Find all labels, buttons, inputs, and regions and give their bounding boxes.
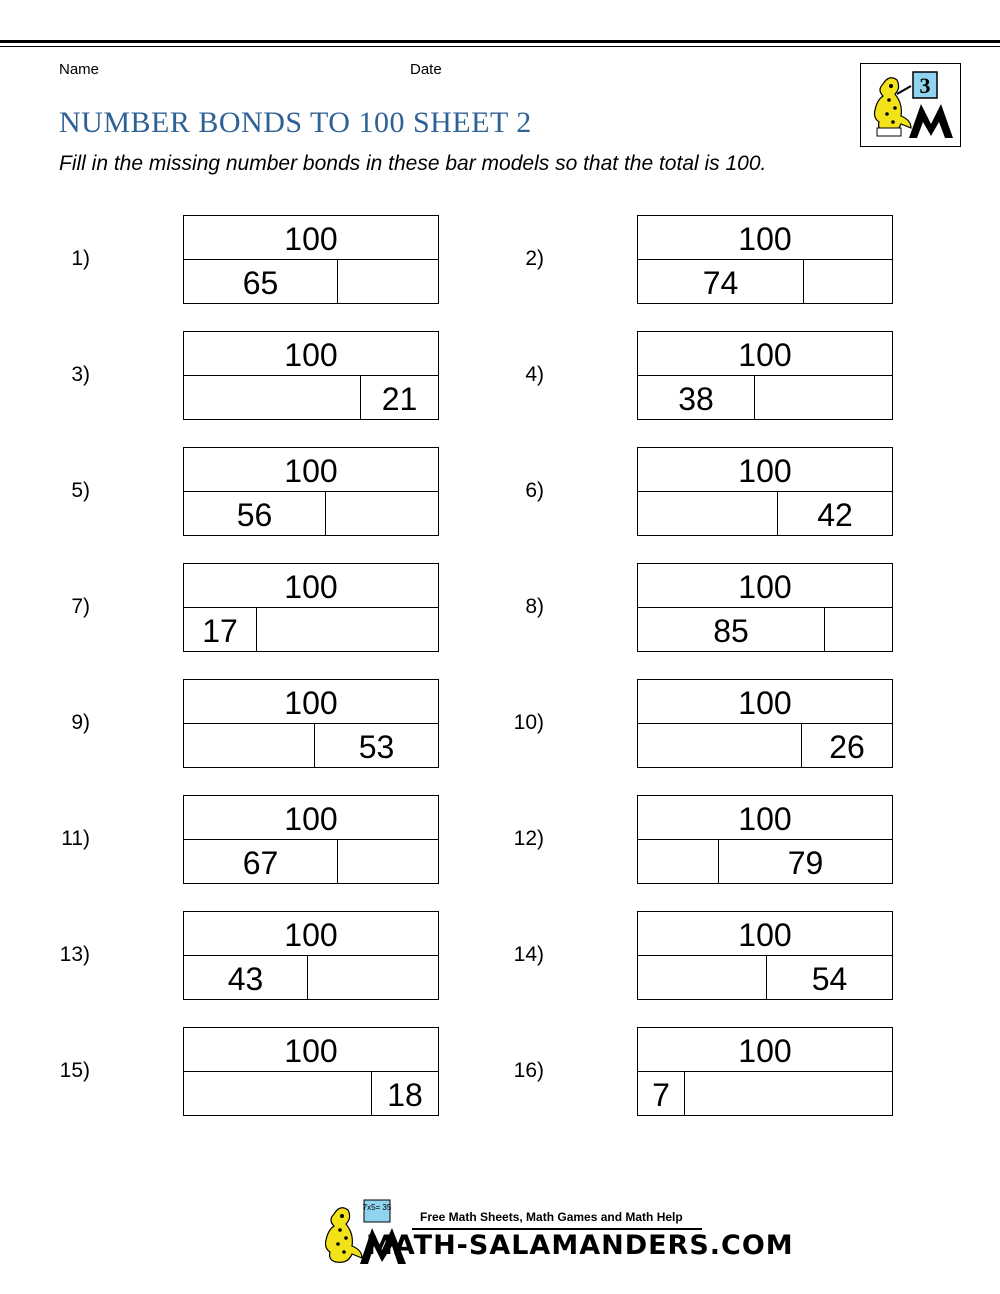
- bar-part-right: 21: [381, 381, 418, 417]
- problem-5: [40, 447, 440, 537]
- bar-model: [637, 331, 893, 420]
- bar-total: 100: [638, 332, 892, 376]
- bar-model: [637, 563, 893, 652]
- bar-total: 100: [638, 448, 892, 492]
- bar-parts: [638, 956, 892, 999]
- problem-11: [40, 795, 440, 885]
- bar-part-right: 18: [387, 1077, 423, 1113]
- bar-model: [183, 215, 439, 304]
- bar-model: [183, 563, 439, 652]
- bar-parts: [638, 724, 892, 767]
- bar-total: 100: [638, 912, 892, 956]
- problem-13: [40, 911, 440, 1001]
- bar-parts: [638, 260, 892, 303]
- bar-model: [637, 215, 893, 304]
- bar-parts: [184, 1072, 438, 1115]
- bar-part-left: 43: [227, 961, 264, 997]
- bar-parts: [184, 492, 438, 535]
- problem-number: 12): [513, 827, 544, 850]
- answer-box-left[interactable]: [638, 724, 801, 767]
- bar-part-right: 79: [787, 845, 824, 881]
- answer-box-left[interactable]: [184, 1072, 371, 1115]
- problem-9: [40, 679, 440, 769]
- problem-7: [40, 563, 440, 653]
- answer-box-left[interactable]: [638, 956, 766, 999]
- problem-3: [40, 331, 440, 421]
- problem-10: [494, 679, 894, 769]
- bar-model: [183, 679, 439, 768]
- bar-part-right: 26: [829, 729, 865, 765]
- bar-total: 100: [638, 680, 892, 724]
- bar-part-left: 67: [242, 845, 279, 881]
- answer-box-left[interactable]: [638, 492, 777, 535]
- bar-parts: [184, 724, 438, 767]
- bar-model: [183, 911, 439, 1000]
- problem-number: 10): [513, 711, 544, 734]
- bar-model: [183, 331, 439, 420]
- bar-parts: [638, 492, 892, 535]
- answer-box-left[interactable]: [184, 724, 314, 767]
- problem-number: 8): [525, 595, 544, 618]
- bar-parts: [184, 376, 438, 419]
- answer-box-right[interactable]: [804, 260, 892, 303]
- bar-model: [637, 911, 893, 1000]
- bar-part-left: 65: [242, 265, 279, 301]
- bar-total: 100: [184, 332, 438, 376]
- top-rule-thin: [0, 46, 1000, 47]
- problem-number: 14): [513, 943, 544, 966]
- bar-part-right: 42: [817, 497, 853, 533]
- footer-tagline: Free Math Sheets, Math Games and Math Help: [420, 1210, 683, 1224]
- bar-parts: [184, 608, 438, 651]
- problem-number: 6): [525, 479, 544, 502]
- salamander-icon: [861, 64, 961, 146]
- bar-part-left: 17: [202, 613, 238, 649]
- problem-number: 11): [61, 827, 90, 850]
- bar-total: 100: [638, 564, 892, 608]
- bar-part-left: 7: [652, 1077, 670, 1113]
- problem-number: 15): [59, 1059, 90, 1082]
- problem-number: 16): [513, 1059, 544, 1082]
- bar-model: [183, 795, 439, 884]
- problem-number: 2): [525, 247, 544, 270]
- bar-part-right: 53: [358, 729, 395, 765]
- footer-logo: [320, 1198, 794, 1270]
- bar-total: 100: [184, 448, 438, 492]
- bar-part-left: 74: [702, 265, 739, 301]
- problem-number: 13): [59, 943, 90, 966]
- bar-model: [637, 679, 893, 768]
- bar-part-left: 38: [678, 381, 714, 417]
- problem-number: 9): [71, 711, 90, 734]
- bar-total: 100: [184, 1028, 438, 1072]
- problem-8: [494, 563, 894, 653]
- bar-model: [183, 1027, 439, 1116]
- answer-box-right[interactable]: [326, 492, 438, 535]
- answer-box-left[interactable]: [638, 840, 718, 883]
- bar-part-left: 85: [713, 613, 749, 649]
- answer-box-right[interactable]: [257, 608, 438, 651]
- problem-number: 3): [71, 363, 90, 386]
- problem-number: 7): [71, 595, 90, 618]
- answer-box-right[interactable]: [825, 608, 892, 651]
- answer-box-right[interactable]: [308, 956, 438, 999]
- problem-4: [494, 331, 894, 421]
- bar-parts: [184, 260, 438, 303]
- problem-6: [494, 447, 894, 537]
- problem-1: [40, 215, 440, 305]
- problem-12: [494, 795, 894, 885]
- bar-parts: [184, 840, 438, 883]
- bar-total: 100: [184, 680, 438, 724]
- problem-number: 4): [525, 363, 544, 386]
- bar-parts: [184, 956, 438, 999]
- answer-box-right[interactable]: [338, 840, 438, 883]
- bar-parts: [638, 840, 892, 883]
- bar-total: 100: [184, 912, 438, 956]
- bar-parts: [638, 1072, 892, 1115]
- bar-parts: [638, 376, 892, 419]
- problem-2: [494, 215, 894, 305]
- footer-sign-text: 7x5= 35: [362, 1203, 392, 1212]
- bar-model: [637, 795, 893, 884]
- problem-14: [494, 911, 894, 1001]
- top-rule-thick: [0, 40, 1000, 43]
- worksheet-title: NUMBER BONDS TO 100 SHEET 2: [59, 106, 532, 139]
- problem-15: [40, 1027, 440, 1117]
- answer-box-right[interactable]: [685, 1072, 892, 1115]
- footer-site-name: MATH-SALAMANDERS.COM: [366, 1230, 794, 1261]
- bar-model: [183, 447, 439, 536]
- bar-total: 100: [184, 216, 438, 260]
- problem-number: 5): [71, 479, 90, 502]
- bar-part-left: 56: [236, 497, 273, 533]
- bar-model: [637, 447, 893, 536]
- date-label: Date: [410, 61, 442, 78]
- bar-total: 100: [638, 796, 892, 840]
- bar-total: 100: [638, 1028, 892, 1072]
- bar-total: 100: [184, 796, 438, 840]
- instructions: Fill in the missing number bonds in these bar models so that the total is 100.: [59, 152, 767, 175]
- bar-model: [637, 1027, 893, 1116]
- name-label: Name: [59, 61, 100, 78]
- grade-logo: [860, 63, 961, 147]
- bar-part-right: 54: [811, 961, 848, 997]
- grade-number: 3: [919, 73, 931, 98]
- bar-total: 100: [184, 564, 438, 608]
- answer-box-left[interactable]: [184, 376, 360, 419]
- answer-box-right[interactable]: [755, 376, 892, 419]
- bar-total: 100: [638, 216, 892, 260]
- problem-16: [494, 1027, 894, 1117]
- problem-number: 1): [71, 247, 90, 270]
- bar-parts: [638, 608, 892, 651]
- answer-box-right[interactable]: [338, 260, 438, 303]
